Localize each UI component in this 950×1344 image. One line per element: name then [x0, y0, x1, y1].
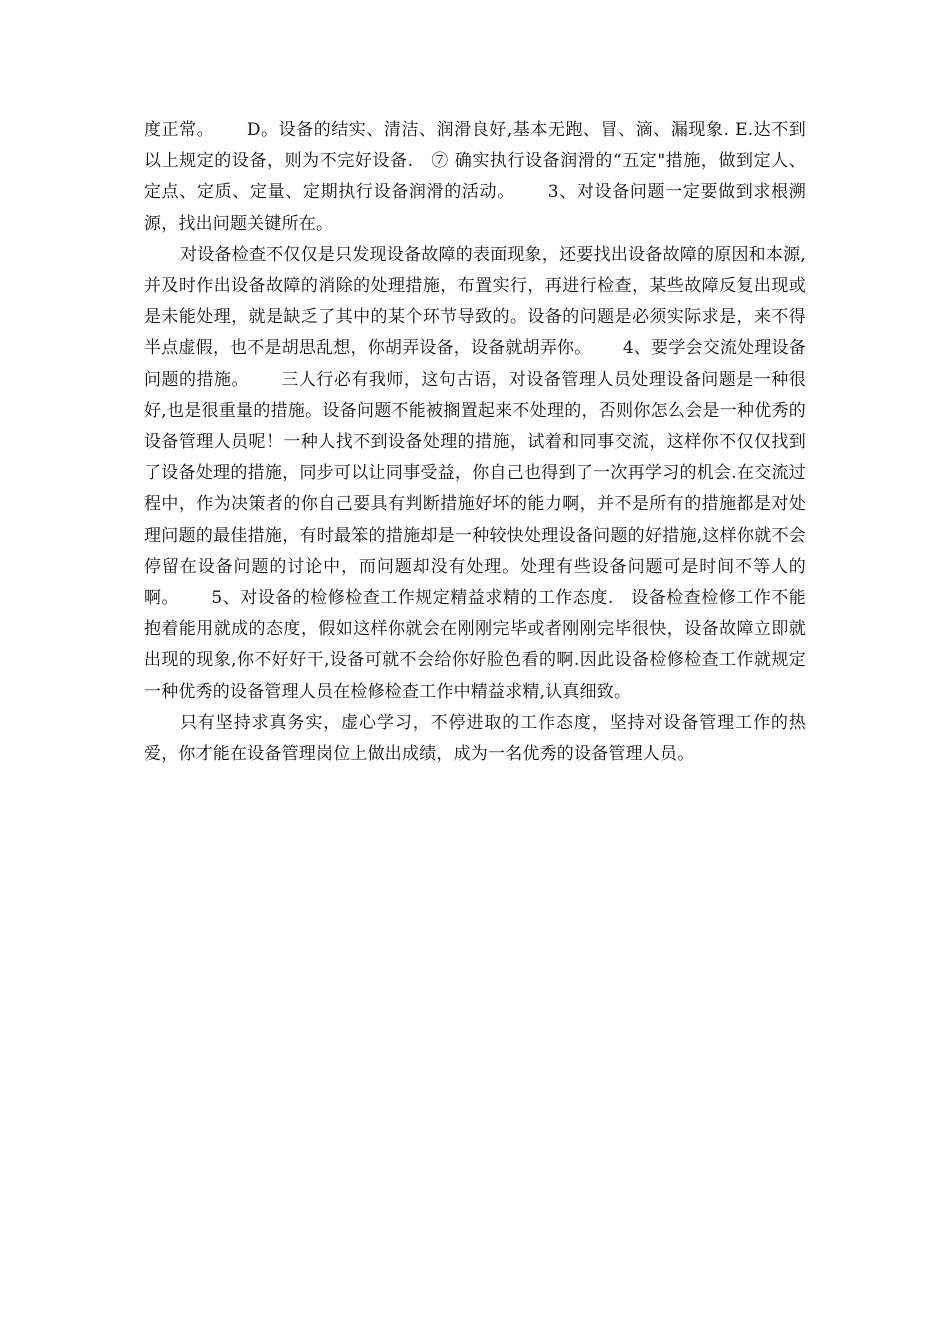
paragraph-3: 只有坚持求真务实，虚心学习，不停进取的工作态度，坚持对设备管理工作的热爱，你才能在设备管理岗位上做出成绩，成为一名优秀的设备管理人员。 [144, 712, 806, 765]
paragraph-2: 对设备检查不仅仅是只发现设备故障的表面现象，还要找出设备故障的原因和本源,并及时作出设备故障的消除的处理措施，布置实行，再进行检查，某些故障反复出现或是未能处理，就是缺乏了其中的某个环节导致的。设备的问题是必须实际求是，来不得半点虚假，也不是胡思乱想，你胡弄设备，设备就胡弄你。 4、要学会交流处理设备问题的措施。 三人行必有我师，这句古语，对设备管理人员处理设备问题是一种很好,也是很重量的措施。设备问题不能被搁置起来不处理的，否则你怎么会是一种优秀的设备管理人员呢！一种人找不到设备处理的措施，试着和同事交流，这样你不仅仅找到了设备处理的措施，同步可以让同事受益，你自己也得到了一次再学习的机会.在交流过程中，作为决策者的你自己要具有判断措施好坏的能力啊，并不是所有的措施都是对处理问题的最佳措施，有时最笨的措施却是一种较快处理设备问题的好措施,这样你就不会停留在设备问题的讨论中，而问题却没有处理。处理有些设备问题可是时间不等人的啊。 5、对设备的检修检查工作规定精益求精的工作态度. 设备检查检修工作不能抱着能用就成的态度，假如这样你就会在刚刚完毕或者刚刚完毕很快，设备故障立即就出现的现象,你不好好干,设备可就不会给你好脸色看的啊.因此设备检修检查工作就规定一种优秀的设备管理人员在检修检查工作中精益求精,认真细致。 [144, 244, 806, 702]
paragraph-1: 度正常。 D。设备的结实、清洁、润滑良好,基本无跑、冒、滴、漏现象. E.达不到以上规定的设备，则为不完好设备. ⑦ 确实执行设备润滑的“五定"措施，做到定人、定点、定质、定量、定期执行设备润滑的活动。 3、对设备问题一定要做到求根溯源，找出问题关键所在。 [144, 120, 806, 234]
document-body [144, 115, 806, 770]
